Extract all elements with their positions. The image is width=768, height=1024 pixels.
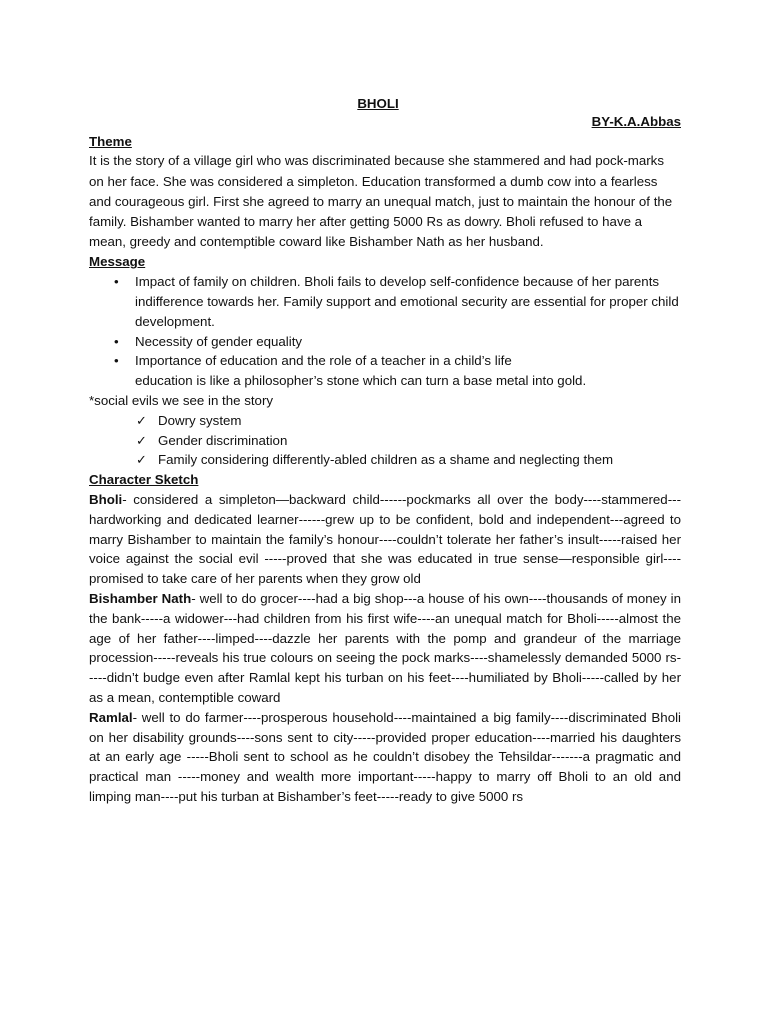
social-evil-item xyxy=(136,411,681,431)
message-heading: Message xyxy=(89,254,146,270)
bullet-dot-icon: • xyxy=(114,333,119,349)
theme-heading: Theme xyxy=(89,133,132,149)
message-bullet-item xyxy=(114,332,681,352)
character-bishamber-nath xyxy=(89,589,681,708)
character-name: Bholi xyxy=(89,491,123,507)
document-body xyxy=(89,94,681,807)
message-bullet-text: Impact of family on children. Bholi fails to develop self-confidence because of her parents indifference towards her. Family support and emotional security are essential for proper child development. xyxy=(135,274,679,329)
document-title: BHOLI xyxy=(357,96,399,111)
social-evils-intro: *social evils we see in the story xyxy=(89,392,274,408)
message-bullet-text: Necessity of gender equality xyxy=(135,333,303,349)
bullet-dot-icon: • xyxy=(114,353,119,369)
character-ramlal xyxy=(89,708,681,807)
character-name: Bishamber Nath xyxy=(89,590,192,606)
character-sketch-heading: Character Sketch xyxy=(89,472,199,488)
social-evils-list xyxy=(89,411,681,470)
bullet-dot-icon: • xyxy=(114,274,119,290)
character-description: - considered a simpleton—backward child------pockmarks all over the body----stammered---hardworking and dedicated learner------grew up to be confident, bold and independent---agreed to marry Bishamber to maintain the family’s honour----couldn’t tolerate her father’s insult-----raised her voice against the social evil -----proved that she was educated in true sense—responsible girl---- promised to take care of her parents when they grow old xyxy=(89,491,681,587)
author-name: BY-K.A.Abbas xyxy=(591,113,681,129)
message-bullet-list xyxy=(89,272,681,371)
social-evil-text: Family considering differently-abled children as a shame and neglecting them xyxy=(158,452,614,468)
social-evil-text: Gender discrimination xyxy=(158,432,288,448)
checkmark-icon: ✓ xyxy=(136,432,147,448)
character-name: Ramlal xyxy=(89,709,133,725)
checkmark-icon: ✓ xyxy=(136,452,147,468)
author-line xyxy=(89,112,681,132)
social-evil-item xyxy=(136,450,681,470)
social-evil-item xyxy=(136,431,681,451)
character-description: - well to do grocer----had a big shop---a house of his own----thousands of money in the bank-----a widower---had children from his first wife----an unequal match for Bholi-----almost the age of her father----limped----dazzle her parents with the pomp and grandeur of the marriage procession-----reveals his true colours on seeing the pock marks----shamelessly demanded 5000 rs-----didn’t budge even after Ramlal kept his turban on his feet----humiliated by Bholi-----called by her as a mean, contemptible coward xyxy=(89,590,681,705)
social-evil-text: Dowry system xyxy=(158,412,242,428)
checkmark-icon: ✓ xyxy=(136,412,147,428)
message-bullet-item xyxy=(114,351,681,371)
character-bholi xyxy=(89,490,681,589)
education-note: education is like a philosopher’s stone which can turn a base metal into gold. xyxy=(135,373,587,389)
message-bullet-text: Importance of education and the role of a teacher in a child’s life xyxy=(135,353,512,369)
theme-paragraph: It is the story of a village girl who was discriminated because she stammered and had pock-marks on her face. She was considered a simpleton. Education transformed a dumb cow into a fearless and courageous girl. First she agreed to marry an unequal match, just to maintain the honour of the family. Bishamber wanted to marry her after getting 5000 Rs as dowry. Bholi refused to have a mean, greedy and contemptible coward like Bishamber Nath as her husband. xyxy=(89,153,673,250)
character-description: - well to do farmer----prosperous household----maintained a big family----discriminated Bholi on her disability grounds----sons sent to city-----provided proper education----married his daughters at an early age -----Bholi sent to school as he couldn’t disobey the Tehsildar-------a pragmatic and practical man -----money and wealth more important-----happy to marry off Bholi to an old and limping man----put his turban at Bishamber’s feet-----ready to give 5000 rs xyxy=(89,709,681,804)
message-bullet-item xyxy=(114,272,681,331)
